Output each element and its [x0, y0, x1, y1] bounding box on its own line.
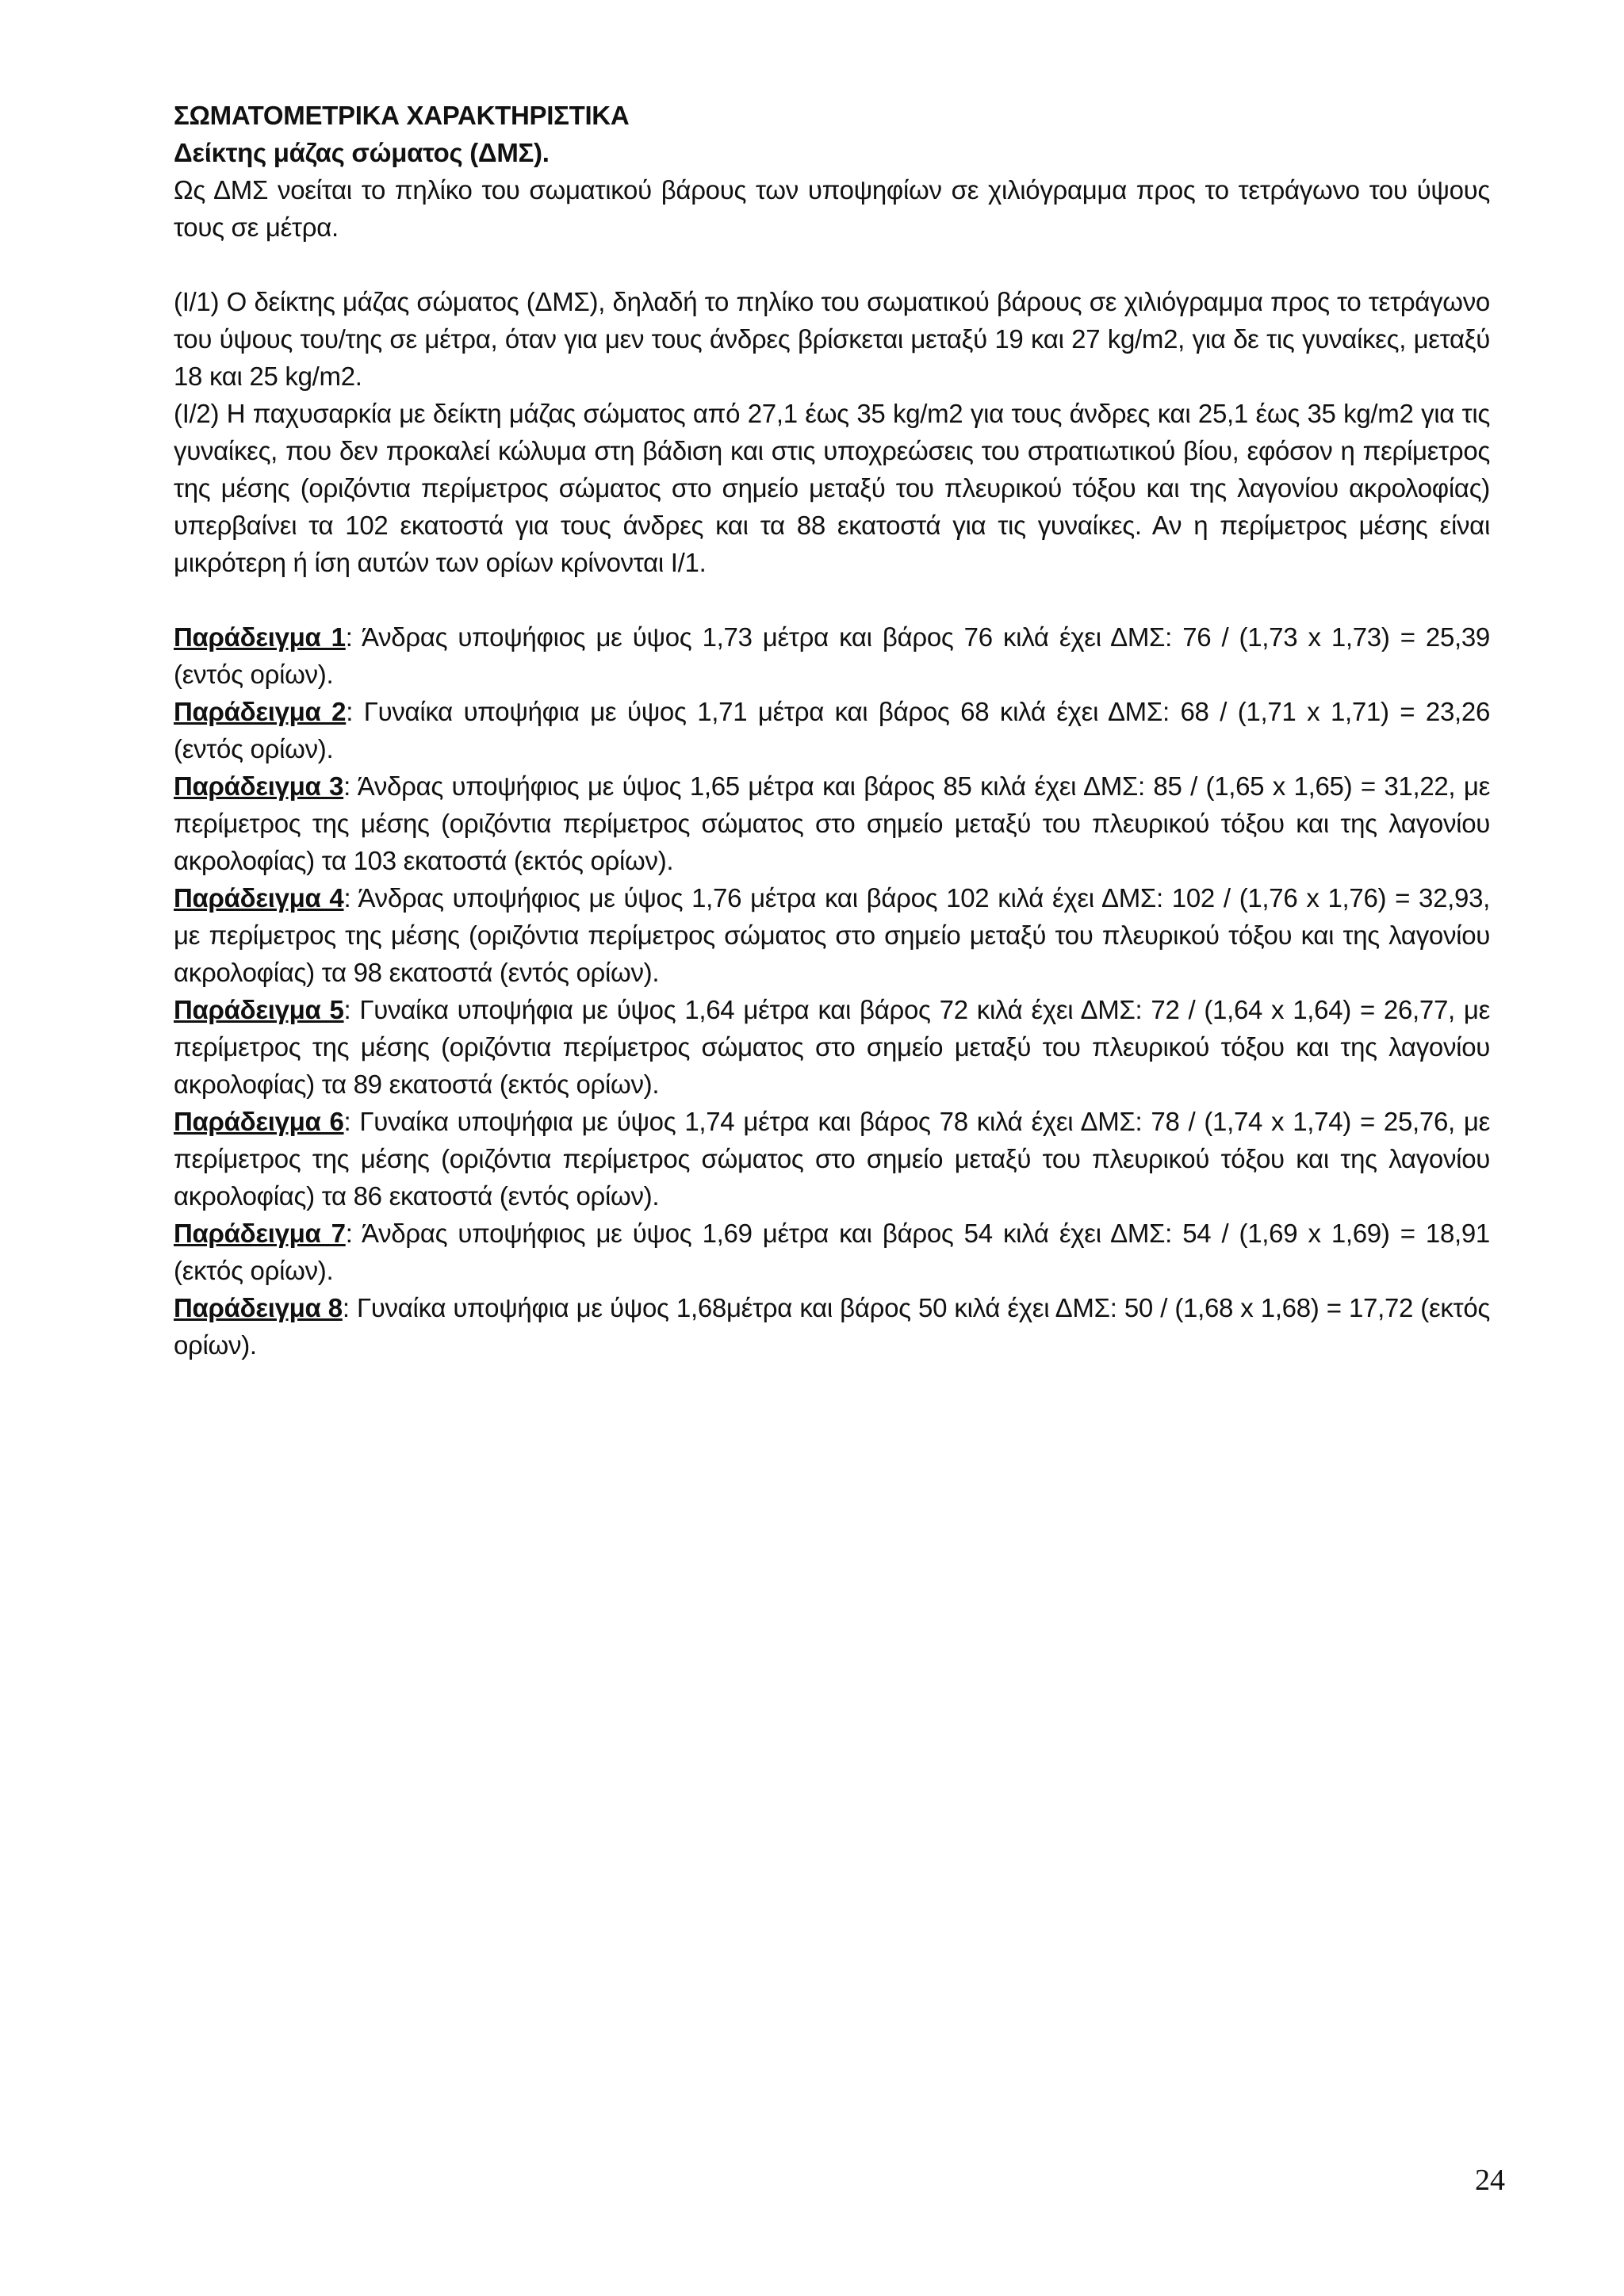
example-text: : Γυναίκα υποψήφια με ύψος 1,74 μέτρα και βάρος 78 κιλά έχει ΔΜΣ: 78 / (1,74 x 1,74) = 25,76, με περίμετρος της μέσης (οριζόντια περίμετρος σώματος στο σημείο μεταξύ του πλευρικού τόξου και της λαγονίου ακρολοφίας) τα 86 εκατοστά (εντός ορίων). — [174, 1107, 1490, 1211]
example-2 — [174, 693, 1490, 767]
example-5 — [174, 991, 1490, 1103]
example-7 — [174, 1215, 1490, 1289]
example-6 — [174, 1103, 1490, 1215]
example-label: Παράδειγμα 5 — [174, 995, 344, 1024]
example-text: : Γυναίκα υποψήφια με ύψος 1,68μέτρα και βάρος 50 κιλά έχει ΔΜΣ: 50 / (1,68 x 1,68) = 17,72 (εκτός ορίων). — [174, 1293, 1490, 1360]
example-label: Παράδειγμα 7 — [174, 1219, 346, 1248]
subsection-title: Δείκτης μάζας σώματος (ΔΜΣ). — [174, 138, 550, 167]
document-page — [174, 97, 1490, 1364]
example-text: : Άνδρας υποψήφιος με ύψος 1,65 μέτρα και βάρος 85 κιλά έχει ΔΜΣ: 85 / (1,65 x 1,65) = 31,22, με περίμετρος της μέσης (οριζόντια περίμετρος σώματος στο σημείο μεταξύ του πλευρικού τόξου και της λαγονίου ακρολοφίας) τα 103 εκατοστά (εκτός ορίων). — [174, 771, 1490, 875]
bmi-definition: Ως ΔΜΣ νοείται το πηλίκο του σωματικού βάρους των υποψηφίων σε χιλιόγραμμα προς το τετράγωνο του ύψους τους σε μέτρα. — [174, 175, 1490, 242]
example-text: : Άνδρας υποψήφιος με ύψος 1,73 μέτρα και βάρος 76 κιλά έχει ΔΜΣ: 76 / (1,73 x 1,73) = 25,39 (εντός ορίων). — [174, 622, 1490, 689]
example-text: : Γυναίκα υποψήφια με ύψος 1,64 μέτρα και βάρος 72 κιλά έχει ΔΜΣ: 72 / (1,64 x 1,64) = 26,77, με περίμετρος της μέσης (οριζόντια περίμετρος σώματος στο σημείο μεταξύ του πλευρικού τόξου και της λαγονίου ακρολοφίας) τα 89 εκατοστά (εκτός ορίων). — [174, 995, 1490, 1099]
section-title: ΣΩΜΑΤΟΜΕΤΡΙΚΑ ΧΑΡΑΚΤΗΡΙΣΤΙΚΑ — [174, 101, 630, 130]
example-label: Παράδειγμα 8 — [174, 1293, 343, 1322]
criterion-i1: (Ι/1) Ο δείκτης μάζας σώματος (ΔΜΣ), δηλαδή το πηλίκο του σωματικού βάρους σε χιλιόγραμμα προς το τετράγωνο του ύψους του/της σε μέτρα, όταν για μεν τους άνδρες βρίσκεται μεταξύ 19 και 27 kg/m2, για δε τις γυναίκες, μεταξύ 18 και 25 kg/m2. — [174, 287, 1490, 391]
example-text: : Γυναίκα υποψήφια με ύψος 1,71 μέτρα και βάρος 68 κιλά έχει ΔΜΣ: 68 / (1,71 x 1,71) = 23,26 (εντός ορίων). — [174, 697, 1490, 763]
example-8 — [174, 1289, 1490, 1364]
criterion-i2: (Ι/2) Η παχυσαρκία με δείκτη μάζας σώματος από 27,1 έως 35 kg/m2 για τους άνδρες και 25,1 έως 35 kg/m2 για τις γυναίκες, που δεν προκαλεί κώλυμα στη βάδιση και στις υποχρεώσεις του στρατιωτικού βίου, εφόσον η περίμετρος της μέσης (οριζόντια περίμετρος σώματος στο σημείο μεταξύ του πλευρικού τόξου και της λαγονίου ακρολοφίας) υπερβαίνει τα 102 εκατοστά για τους άνδρες και τα 88 εκατοστά για τις γυναίκες. Αν η περίμετρος μέσης είναι μικρότερη ή ίση αυτών των ορίων κρίνονται Ι/1. — [174, 399, 1490, 577]
example-label: Παράδειγμα 1 — [174, 622, 346, 652]
example-1 — [174, 618, 1490, 693]
example-text: : Άνδρας υποψήφιος με ύψος 1,69 μέτρα και βάρος 54 κιλά έχει ΔΜΣ: 54 / (1,69 x 1,69) = 18,91 (εκτός ορίων). — [174, 1219, 1490, 1285]
example-label: Παράδειγμα 3 — [174, 771, 344, 801]
example-3 — [174, 767, 1490, 879]
paragraph-gap — [174, 246, 1490, 283]
example-text: : Άνδρας υποψήφιος με ύψος 1,76 μέτρα και βάρος 102 κιλά έχει ΔΜΣ: 102 / (1,76 x 1,76) = 32,93, με περίμετρος της μέσης (οριζόντια περίμετρος σώματος στο σημείο μεταξύ του πλευρικού τόξου και της λαγονίου ακρολοφίας) τα 98 εκατοστά (εντός ορίων). — [174, 883, 1490, 987]
example-label: Παράδειγμα 4 — [174, 883, 344, 913]
example-label: Παράδειγμα 6 — [174, 1107, 344, 1136]
example-label: Παράδειγμα 2 — [174, 697, 347, 726]
page-number: 24 — [1475, 2164, 1505, 2197]
example-4 — [174, 879, 1490, 991]
paragraph-gap — [174, 581, 1490, 618]
